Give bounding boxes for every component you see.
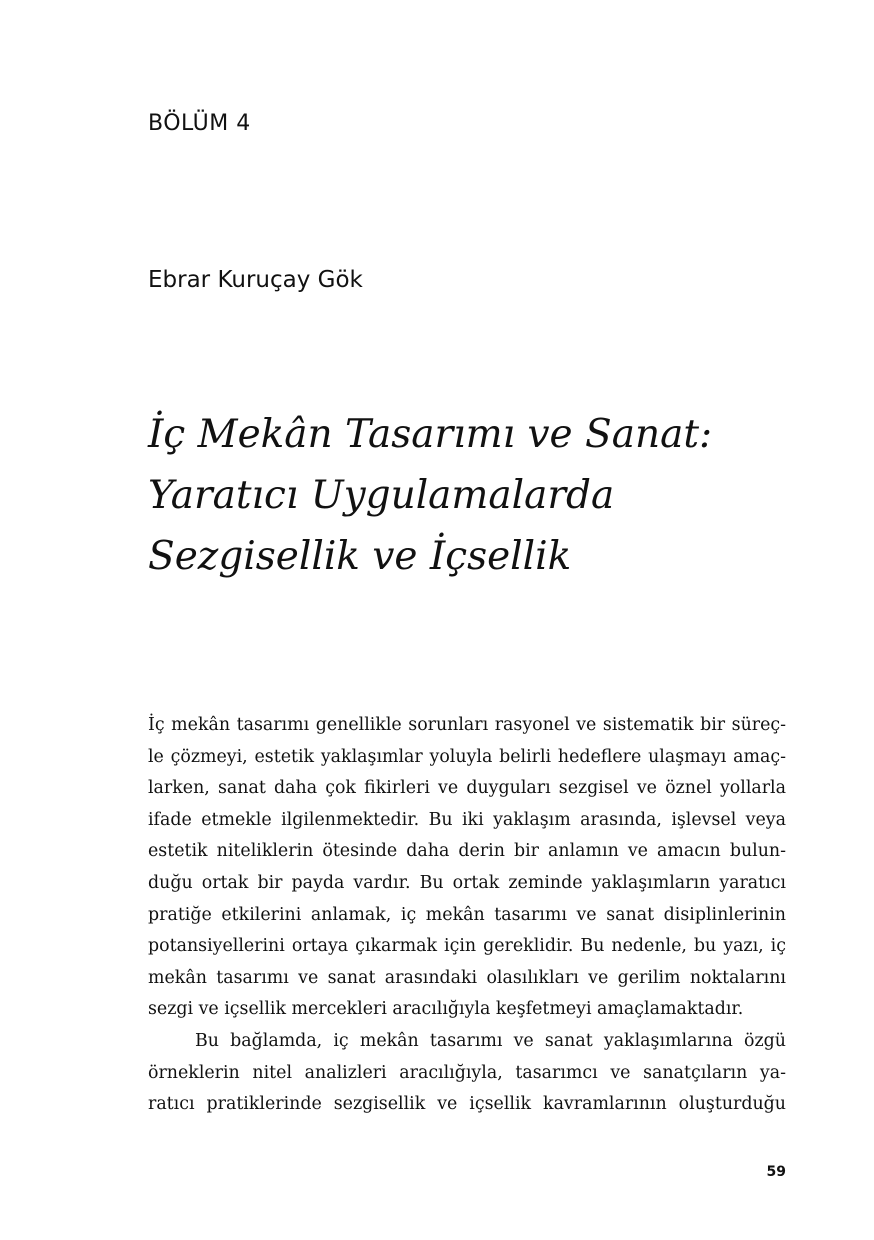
paragraph-line: duğu ortak bir payda vardır. Bu ortak zeminde yaklaşımların yaratıcı [148, 872, 786, 893]
chapter-label: BÖLÜM 4 [148, 111, 251, 136]
paragraph-line: sezgi ve içsellik mercekleri aracılığıyla keşfetmeyi amaçlamaktadır. [148, 999, 744, 1020]
page-number: 59 [766, 1164, 786, 1180]
paragraph-line: potansiyellerini ortaya çıkarmak için gereklidir. Bu nedenle, bu yazı, iç [148, 936, 786, 957]
chapter-title-line: İç Mekân Tasarımı ve Sanat: [148, 412, 713, 457]
chapter-title-line: Sezgisellik ve İçsellik [148, 534, 572, 579]
chapter-title-line: Yaratıcı Uygulamalarda [148, 473, 615, 518]
chapter-title [148, 404, 808, 587]
author-name: Ebrar Kuruçay Gök [148, 267, 363, 293]
paragraph-line: larken, sanat daha çok fikirleri ve duyguları sezgisel ve öznel yollarla [148, 778, 786, 799]
paragraph-line: estetik niteliklerin ötesinde daha derin bir anlamın ve amacın bulun- [148, 841, 786, 862]
paragraph-line: pratiğe etkilerini anlamak, iç mekân tasarımı ve sanat disiplinlerinin [148, 904, 786, 925]
paragraph-line: le çözmeyi, estetik yaklaşımlar yoluyla belirli hedeflere ulaşmayı amaç- [148, 746, 786, 767]
paragraph-line: İç mekân tasarımı genellikle sorunları rasyonel ve sistematik bir süreç- [148, 715, 786, 735]
paragraph-line: mekân tasarımı ve sanat arasındaki olasılıkları ve gerilim noktalarını [148, 967, 786, 988]
paragraph-line: ifade etmekle ilgilenmektedir. Bu iki yaklaşım arasında, işlevsel veya [148, 809, 786, 830]
paragraph-line: ratıcı pratiklerinde sezgisellik ve içsellik kavramlarının oluşturduğu [148, 1094, 786, 1115]
paragraph-line: Bu bağlamda, iç mekân tasarımı ve sanat yaklaşımlarına özgü [195, 1030, 786, 1051]
paragraph-line: örneklerin nitel analizleri aracılığıyla, tasarımcı ve sanatçıların ya- [148, 1062, 786, 1083]
body-text [148, 710, 786, 1121]
